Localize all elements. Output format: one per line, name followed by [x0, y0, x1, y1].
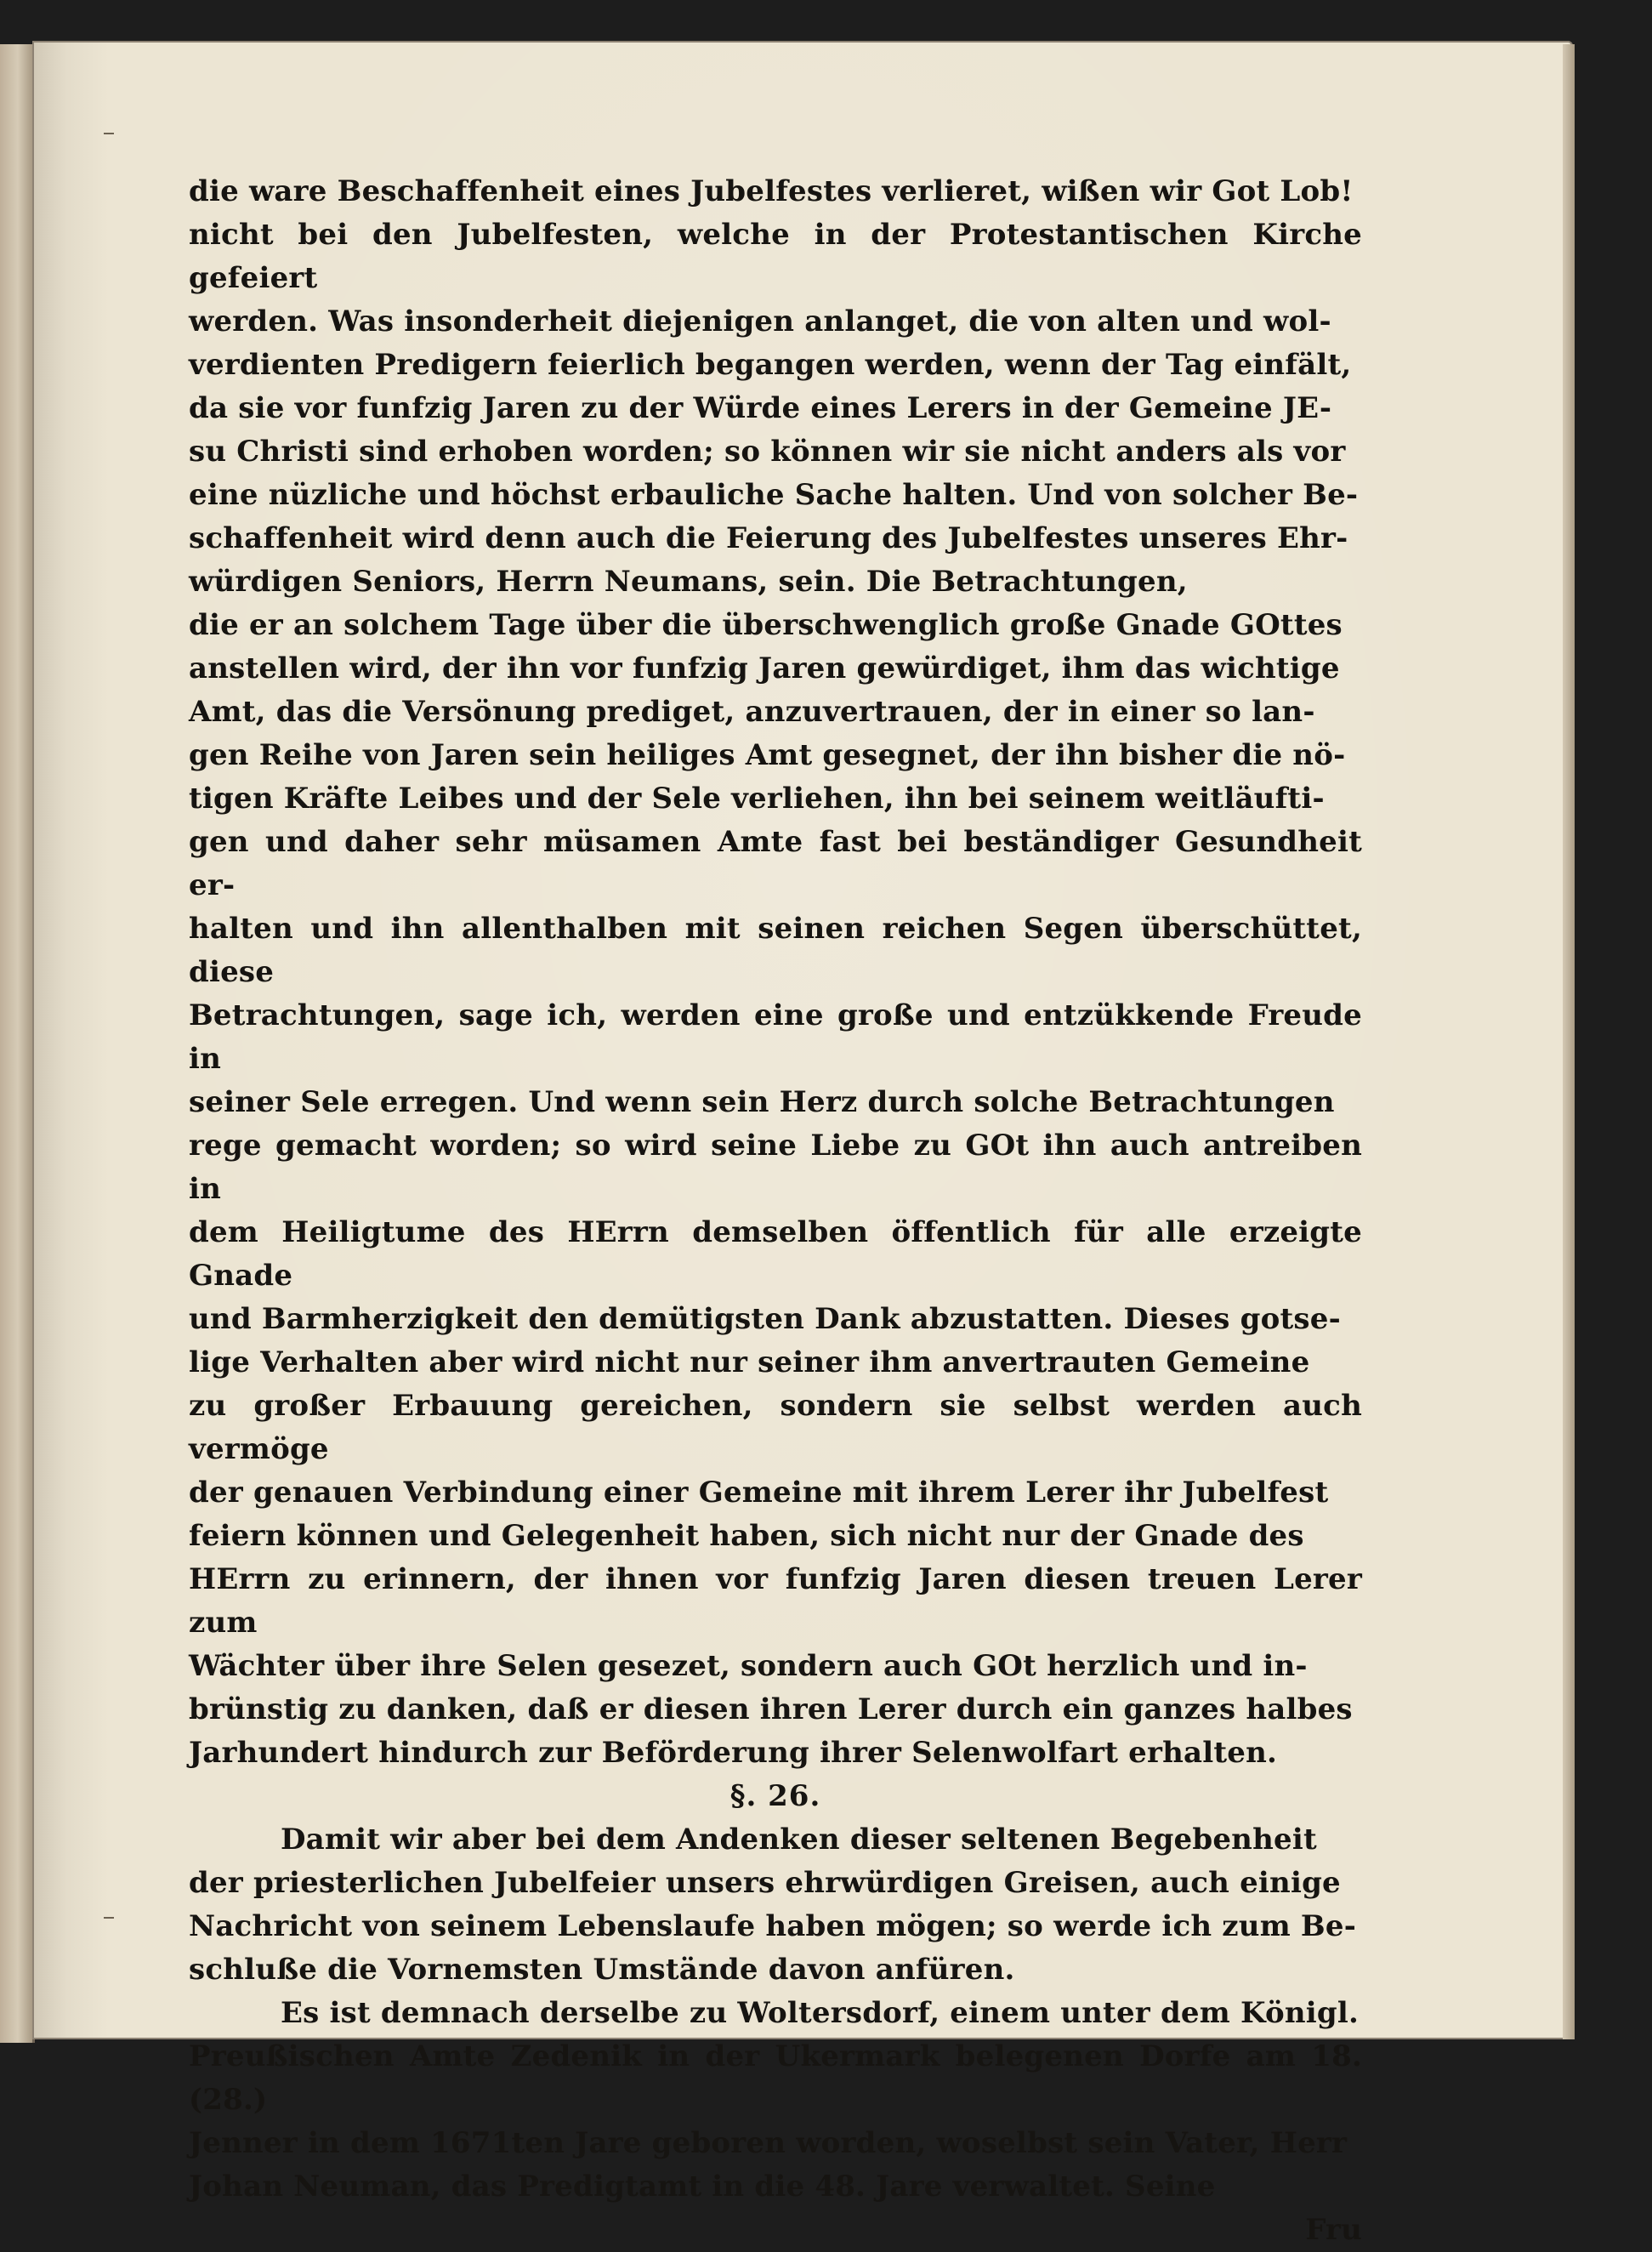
paragraph-jubelfest: die ware Beschaffenheit eines Jubelfestes verlieret, wißen wir Got Lob! nicht bei den Jubelfesten, welche in der Protestantischen Kirche gefeiert werden. Was insonderheit diejenigen anlanget, die von alten und wol- verdienten Predigern feierlich begangen werden, wenn der Tag einfält, da sie vor funfzig Jaren zu der Würde eines Lerers in der Gemeine JE- su Christi sind erhoben worden; so können wir sie nicht anders als vor eine nüzliche und höchst erbauliche Sache halten. Und von solcher Be- schaffenheit wird denn auch die Feierung des Jubelfestes unseres Ehr- würdigen Seniors, Herrn Neumans, sein. Die Betrachtungen, die er an solchem Tage über die überschwenglich große Gnade GOttes anstellen wird, der ihn vor funfzig Jaren gewürdiget, ihm das wichtige Amt, das die Versönung prediget, anzuvertrauen, der in einer so lan- gen Reihe von Jaren sein heiliges Amt gesegnet, der ihn bisher die nö- tigen Kräfte Leibes und der Sele verliehen, ihn bei seinem weitläufti- gen und daher sehr müsamen Amte fast bei beständiger Gesundheit er- halten und ihn allenthalben mit seinen reichen Segen überschüttet, diese Betrachtungen, sage ich, werden eine große und entzükkende Freude in seiner Sele erregen. Und wenn sein Herz durch solche Betrachtungen rege gemacht worden; so wird seine Liebe zu GOt ihn auch antreiben in dem Heiligtume des HErrn demselben öffentlich für alle erzeigte Gnade und Barmherzigkeit den demütigsten Dank abzustatten. Dieses gotse- lige Verhalten aber wird nicht nur seiner ihm anvertrauten Gemeine zu großer Erbauung gereichen, sondern sie selbst werden auch vermöge der genauen Verbindung einer Gemeine mit ihrem Lerer ihr Jubelfest feiern können und Gelegenheit haben, sich nicht nur der Gnade des HErrn zu erinnern, der ihnen vor funfzig Jaren diesen treuen Lerer zum Wächter über ihre Selen gesezet, sondern auch GOt herzlich und in- brünstig zu danken, daß er diesen ihren Lerer durch ein ganzes halbes Jarhundert hindurch zur Beförderung ihrer Selenwolfart erhalten. [189, 174, 1362, 1770]
section-heading: §. 26. [729, 1779, 821, 1813]
book-page [32, 41, 1573, 2247]
page-text [189, 170, 1362, 2252]
gutter-mark-top [104, 133, 114, 134]
left-page-edge [0, 44, 35, 2043]
paragraph-andenken: Damit wir aber bei dem Andenken dieser seltenen Begebenheit der priesterlichen Jubelfeier unsers ehrwürdigen Greisen, auch einige Nachricht von seinem Lebenslaufe haben mögen; so werde ich zum Be- schluße die Vornemsten Umstände davon anfüren. [189, 1823, 1357, 1987]
gutter-mark-bottom [104, 1917, 114, 1919]
right-page-edge [1563, 44, 1575, 2039]
paragraph-lebenslauf: Es ist demnach derselbe zu Woltersdorf, einem unter dem Königl. Preußischen Amte Zedenik in der Ukermark belegenen Dorfe am 18. (28.) Jenner in dem 1671ten Jare geboren worden, woselbst sein Vater, Herr Johan Neuman, das Predigtamt in die 48. Jare verwaltet. Seine [189, 1996, 1362, 2204]
catchword: Fru [1305, 2213, 1362, 2247]
